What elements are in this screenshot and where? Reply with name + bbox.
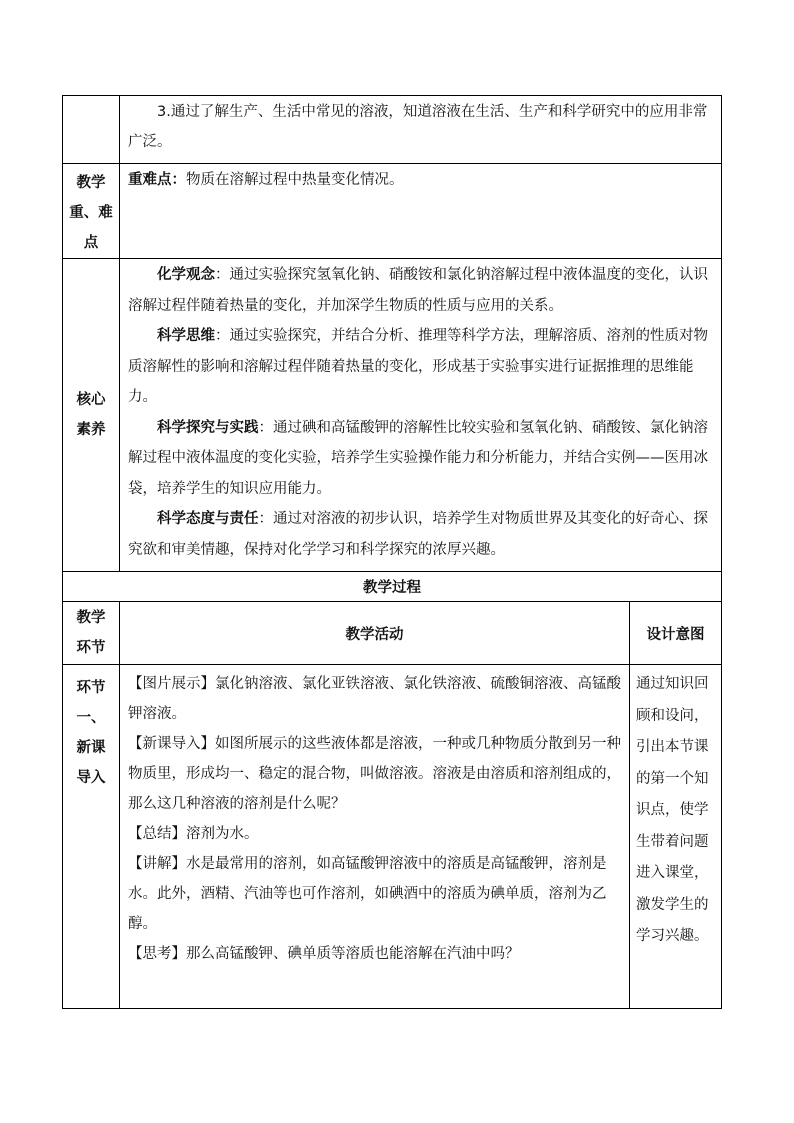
- activity-item: 【新课导入】如图所展示的这些液体都是溶液，一种或几种物质分散到另一种物质里，形成均一、稳定的混合物，叫做溶液。溶液是由溶质和溶剂组成的，那么这几种溶液的溶剂是什么呢？: [128, 736, 621, 812]
- stage-1-activities: [120, 665, 630, 1009]
- process-header-row: [63, 602, 722, 665]
- literacy-item: 科学态度与责任：通过对溶液的初步认识，培养学生对物质世界及其变化的好奇心、探究欲和审美情趣，保持对化学学习和科学探究的浓厚兴趣。: [128, 511, 708, 558]
- goal-3-text: 3.通过了解生产、生活中常见的溶液，知道溶液在生活、生产和科学研究中的应用非常广泛。: [128, 104, 708, 150]
- literacy-item: 科学思维：通过实验探究，并结合分析、推理等科学方法，理解溶质、溶剂的性质对物质溶解性的影响和溶解过程伴随着热量的变化，形成基于实验事实进行证据推理的思维能力。: [128, 328, 708, 405]
- literacy-item: 科学探究与实践：通过碘和高锰酸钾的溶解性比较实验和氢氧化钠、硝酸铵、氯化钠溶解过程中液体温度的变化实验，培养学生实验操作能力和分析能力，并结合实例——医用冰袋，培养学生的知识应用能力。: [128, 419, 708, 497]
- stage-header: 教学 环节: [63, 602, 120, 665]
- key-points-row: [63, 164, 722, 259]
- process-title-row: [63, 572, 722, 602]
- key-points-label: 教学 重、难 点: [63, 164, 120, 259]
- stage-1-label: 环节 一、 新课 导入: [63, 665, 120, 1009]
- stage-1-intent: 通过知识回顾和设问，引出本节课的第一个知识点，使学生带着问题进入课堂，激发学生的学习兴趣。: [630, 665, 722, 1009]
- key-points-title: 重难点：: [128, 172, 186, 188]
- activity-item: 【总结】溶剂为水。: [128, 826, 259, 842]
- intent-header: 设计意图: [630, 602, 722, 665]
- activity-item: 【思考】那么高锰酸钾、碘单质等溶质也能溶解在汽油中吗？: [128, 946, 520, 962]
- goal-label-cell: [63, 96, 120, 164]
- literacy-item: 化学观念：通过实验探究氢氧化钠、硝酸铵和氯化钠溶解过程中液体温度的变化，认识溶解过程伴随着热量的变化，并加深学生物质的性质与应用的关系。: [128, 267, 708, 314]
- process-title: 教学过程: [63, 572, 722, 602]
- lesson-plan-table: [62, 95, 722, 1009]
- stage-1-row: [63, 665, 722, 1009]
- literacy-label: 核心 素养: [63, 259, 120, 572]
- activity-item: 【讲解】水是最常用的溶剂，如高锰酸钾溶液中的溶质是高锰酸钾，溶剂是水。此外，酒精、汽油等也可作溶剂，如碘酒中的溶质为碘单质，溶剂为乙醇。: [128, 856, 607, 932]
- literacy-row: [63, 259, 722, 572]
- goal-row: [63, 96, 722, 164]
- goal-cell: [120, 96, 722, 164]
- activity-item: 【图片展示】氯化钠溶液、氯化亚铁溶液、氯化铁溶液、硫酸铜溶液、高锰酸钾溶液。: [128, 676, 621, 722]
- literacy-cell: [120, 259, 722, 572]
- activity-header: 教学活动: [120, 602, 630, 665]
- key-points-cell: [120, 164, 722, 259]
- key-points-text: 物质在溶解过程中热量变化情况。: [186, 172, 404, 188]
